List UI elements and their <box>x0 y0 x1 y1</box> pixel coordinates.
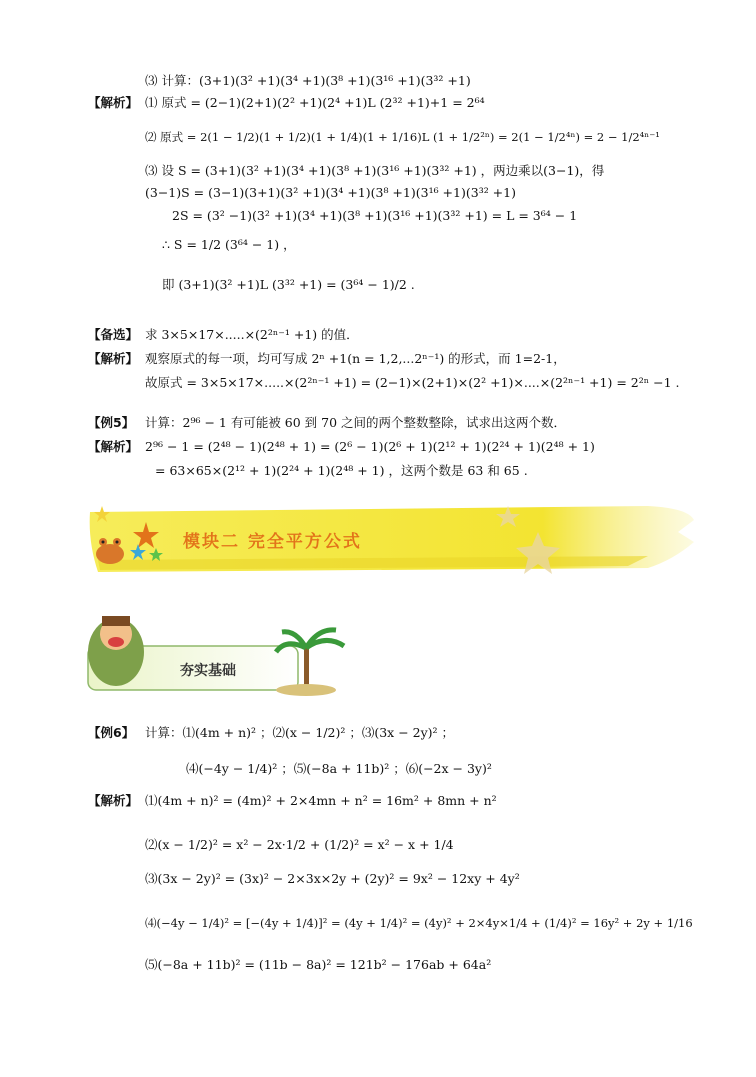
ex6-analysis-tag: 【解析】 <box>88 793 139 808</box>
ex6-answer-1: ⑴(4m + n)² = (4m)² + 2×4mn + n² = 16m² + 8mn + n² <box>145 793 497 808</box>
answer-1: ⑴ 原式 = (2−1)(2+1)(2² +1)(2⁴ +1)L (2³² +1)+1 = 2⁶⁴ <box>145 95 485 110</box>
ex5-question: 计算：2⁹⁶ − 1 有可能被 60 到 70 之间的两个整数整除，试求出这两个数． <box>145 415 567 430</box>
module-title: 模块二 完全平方公式 <box>183 532 362 552</box>
ex6-question-1: 计算：⑴(4m + n)² ；⑵(x − 1/2)² ；⑶(3x − 2y)² ； <box>145 725 455 740</box>
ex6-question-2: ⑷(−4y − 1/4)² ；⑸(−8a + 11b)² ；⑹(−2x − 3y)² <box>186 761 492 776</box>
beixuan-question: 求 3×5×17×.....×(2²ⁿ⁻¹ +1) 的值． <box>145 327 359 342</box>
answer-2: ⑵ 原式 = 2(1 − 1/2)(1 + 1/2)(1 + 1/4)(1 + 1/16)L (1 + 1/2²ⁿ) = 2(1 − 1/2⁴ⁿ) = 2 − 1/2⁴ⁿ⁻¹ <box>145 130 660 144</box>
ex6-answer-2: ⑵(x − 1/2)² = x² − 2x·1/2 + (1/2)² = x² − x + 1/4 <box>145 837 454 852</box>
ex6-answer-4: ⑷(−4y − 1/4)² = [−(4y + 1/4)]² = (4y + 1/4)² = (4y)² + 2×4y×1/4 + (1/4)² = 16y² + 2y + 1/16 <box>145 916 693 930</box>
answer-3-line1: ⑶ 设 S = (3+1)(3² +1)(3⁴ +1)(3⁸ +1)(3¹⁶ +1)(3³² +1) ，两边乘以(3−1)，得 <box>145 163 605 178</box>
beixuan-answer-2: 故原式 = 3×5×17×.....×(2²ⁿ⁻¹ +1) = (2−1)×(2+1)×(2² +1)×....×(2²ⁿ⁻¹ +1) = 2²ⁿ −1 . <box>145 375 680 390</box>
answer-3-line3: 2S = (3² −1)(3² +1)(3⁴ +1)(3⁸ +1)(3¹⁶ +1)(3³² +1) = L = 3⁶⁴ − 1 <box>172 208 578 223</box>
answer-3-line2: (3−1)S = (3−1)(3+1)(3² +1)(3⁴ +1)(3⁸ +1)(3¹⁶ +1)(3³² +1) <box>145 185 516 200</box>
q3-line: ⑶ 计算：(3+1)(3² +1)(3⁴ +1)(3⁸ +1)(3¹⁶ +1)(3³² +1) <box>145 73 471 88</box>
beixuan-answer-1: 观察原式的每一项，均可写成 2ⁿ +1(n = 1,2,...2ⁿ⁻¹) 的形式，而 1=2-1， <box>145 351 566 366</box>
beixuan-tag: 【备选】 <box>88 327 139 342</box>
beixuan-analysis-tag: 【解析】 <box>88 351 139 366</box>
module-banner <box>88 502 698 576</box>
analysis-tag: 【解析】 <box>88 95 139 110</box>
sub-banner <box>86 612 348 698</box>
ex5-answer-2: = 63×65×(2¹² + 1)(2²⁴ + 1)(2⁴⁸ + 1) ，这两个数是 63 和 65 . <box>155 463 528 478</box>
ex6-answer-5: ⑸(−8a + 11b)² = (11b − 8a)² = 121b² − 176ab + 64a² <box>145 957 492 972</box>
answer-3-line5: 即 (3+1)(3² +1)L (3³² +1) = (3⁶⁴ − 1)/2 . <box>162 277 415 292</box>
ex6-answer-3: ⑶(3x − 2y)² = (3x)² − 2×3x×2y + (2y)² = 9x² − 12xy + 4y² <box>145 871 520 886</box>
ex5-tag: 【例5】 <box>88 415 135 430</box>
sub-title: 夯实基础 <box>180 663 236 679</box>
cartoon-man-icon <box>88 616 144 686</box>
ex6-tag: 【例6】 <box>88 725 135 740</box>
ex5-analysis-tag: 【解析】 <box>88 439 139 454</box>
answer-3-line4: ∴ S = 1/2 (3⁶⁴ − 1) ， <box>162 237 296 252</box>
ex5-answer-1: 2⁹⁶ − 1 = (2⁴⁸ − 1)(2⁴⁸ + 1) = (2⁶ − 1)(2⁶ + 1)(2¹² + 1)(2²⁴ + 1)(2⁴⁸ + 1) <box>145 439 595 454</box>
